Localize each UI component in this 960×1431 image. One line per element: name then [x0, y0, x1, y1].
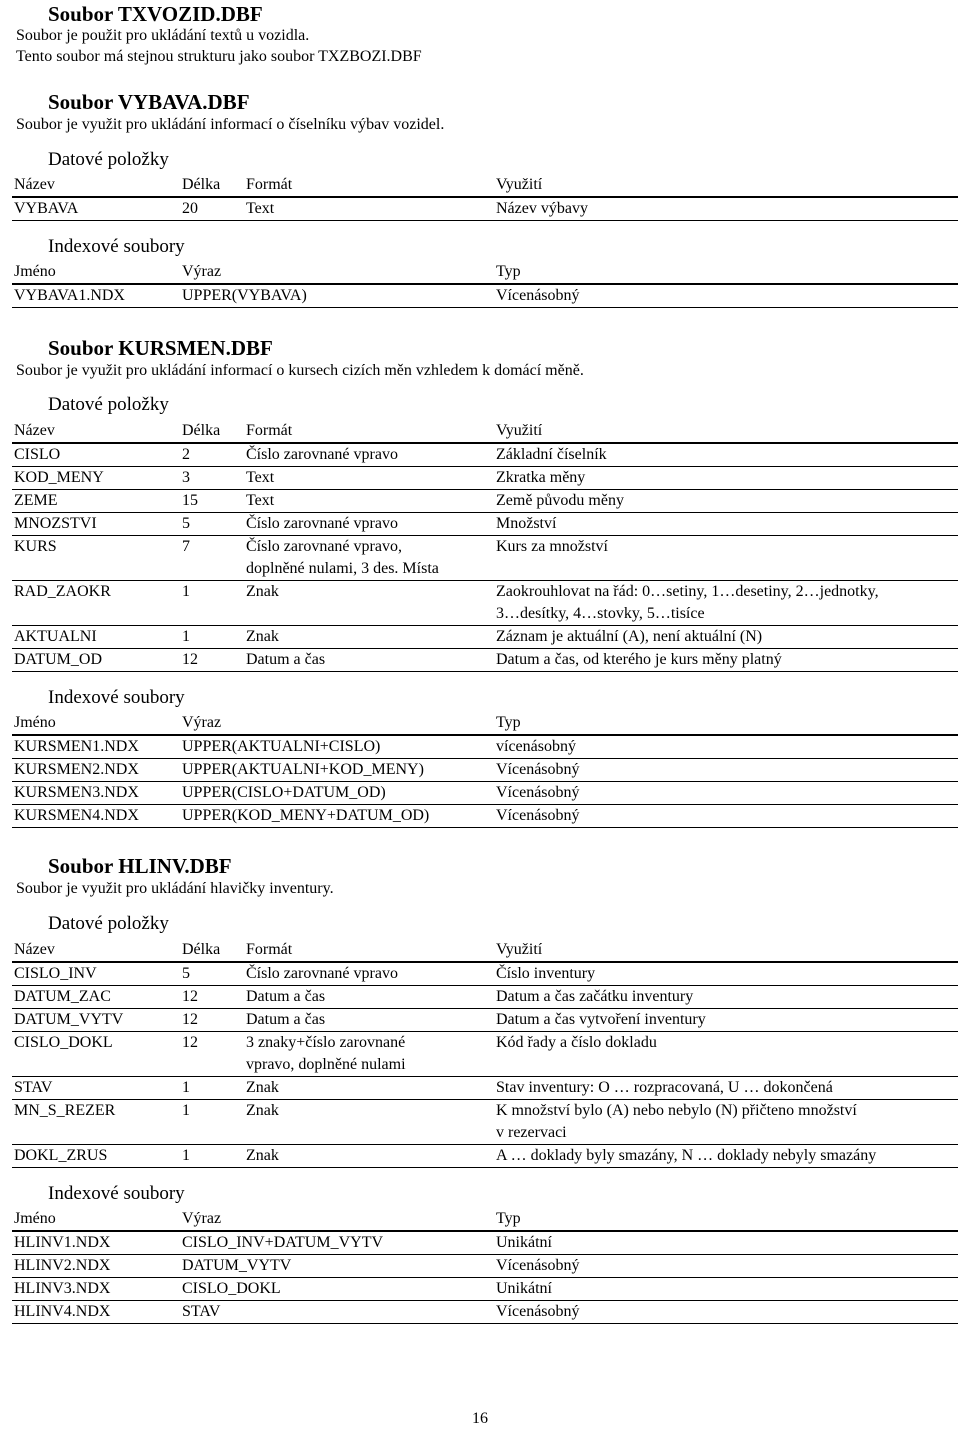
table-row — [12, 1100, 958, 1145]
header-cell: Využití — [494, 939, 958, 962]
header-cell: Název — [12, 939, 180, 962]
cell: UPPER(VYBAVA) — [180, 284, 494, 308]
cell: Text — [244, 197, 494, 221]
table-row — [12, 490, 958, 513]
cell-line: 3 znaky+číslo zarovnané — [246, 1034, 406, 1051]
header-cell: Jméno — [12, 261, 180, 284]
cell-line: Zaokrouhlovat na řád: 0…setiny, 1…desetiny, 2…jednotky, — [496, 583, 879, 600]
cell: HLINV1.NDX — [12, 1231, 180, 1255]
cell: HLINV3.NDX — [12, 1278, 180, 1301]
cell: Znak — [244, 1100, 494, 1145]
cell-line: 3…desítky, 4…stovky, 5…tisíce — [496, 605, 705, 622]
hlinv-data-table — [12, 939, 958, 1168]
cell: HLINV4.NDX — [12, 1301, 180, 1324]
cell: Základní číselník — [494, 443, 958, 467]
header-cell: Jméno — [12, 712, 180, 735]
table-header-row — [12, 712, 958, 735]
cell: 1 — [180, 626, 244, 649]
cell: Unikátní — [494, 1231, 958, 1255]
page-number: 16 — [472, 1410, 488, 1427]
cell: STAV — [12, 1077, 180, 1100]
table-row — [12, 513, 958, 536]
table-row — [12, 759, 958, 782]
cell — [494, 1100, 958, 1145]
cell: UPPER(AKTUALNI+KOD_MENY) — [180, 759, 494, 782]
header-cell: Délka — [180, 420, 244, 443]
table-row — [12, 536, 958, 581]
kursmen-title: Soubor KURSMEN.DBF — [48, 336, 273, 360]
cell: DATUM_ZAC — [12, 986, 180, 1009]
table-row — [12, 1231, 958, 1255]
cell: DATUM_OD — [12, 649, 180, 672]
vybava-data-table — [12, 174, 958, 221]
vybava-index-table — [12, 261, 958, 308]
cell: 1 — [180, 1145, 244, 1168]
table-header-row — [12, 1208, 958, 1231]
table-row — [12, 735, 958, 759]
cell: Znak — [244, 626, 494, 649]
cell: 12 — [180, 986, 244, 1009]
cell: KOD_MENY — [12, 467, 180, 490]
cell — [244, 1032, 494, 1077]
cell: Zkratka měny — [494, 467, 958, 490]
cell-line: vpravo, doplněné nulami — [246, 1056, 406, 1073]
header-cell: Využití — [494, 420, 958, 443]
vybava-title: Soubor VYBAVA.DBF — [48, 90, 250, 114]
header-cell: Formát — [244, 939, 494, 962]
cell: A … doklady byly smazány, N … doklady nebyly smazány — [494, 1145, 958, 1168]
cell — [494, 581, 958, 626]
table-row — [12, 581, 958, 626]
table-row — [12, 649, 958, 672]
cell: DATUM_VYTV — [180, 1255, 494, 1278]
txvozid-line1: Soubor je použit pro ukládání textů u vozidla. — [16, 27, 310, 44]
cell: Číslo inventury — [494, 962, 958, 986]
cell: Kurs za množství — [494, 536, 958, 581]
cell: Číslo zarovnané vpravo — [244, 443, 494, 467]
cell: Znak — [244, 581, 494, 626]
table-row — [12, 1255, 958, 1278]
table-row — [12, 443, 958, 467]
header-cell: Délka — [180, 939, 244, 962]
header-cell: Využití — [494, 174, 958, 197]
table-row — [12, 467, 958, 490]
cell: Datum a čas — [244, 649, 494, 672]
kursmen-data-heading: Datové položky — [48, 394, 169, 415]
cell: Datum a čas, od kterého je kurs měny platný — [494, 649, 958, 672]
cell: Číslo zarovnané vpravo — [244, 962, 494, 986]
header-cell: Délka — [180, 174, 244, 197]
cell: 5 — [180, 962, 244, 986]
cell: 1 — [180, 581, 244, 626]
cell: 7 — [180, 536, 244, 581]
cell: CISLO — [12, 443, 180, 467]
cell: 20 — [180, 197, 244, 221]
cell: AKTUALNI — [12, 626, 180, 649]
cell: DOKL_ZRUS — [12, 1145, 180, 1168]
table-row — [12, 1145, 958, 1168]
cell-line: K množství bylo (A) nebo nebylo (N) přičteno množství — [496, 1102, 857, 1119]
cell: Kód řady a číslo dokladu — [494, 1032, 958, 1077]
header-cell: Název — [12, 420, 180, 443]
header-cell: Typ — [494, 1208, 958, 1231]
txvozid-line2: Tento soubor má stejnou strukturu jako soubor TXZBOZI.DBF — [16, 48, 422, 65]
cell: Záznam je aktuální (A), není aktuální (N) — [494, 626, 958, 649]
cell: Unikátní — [494, 1278, 958, 1301]
cell: VYBAVA1.NDX — [12, 284, 180, 308]
cell: 15 — [180, 490, 244, 513]
table-row — [12, 962, 958, 986]
vybava-desc: Soubor je využit pro ukládání informací o číselníku výbav vozidel. — [16, 116, 445, 133]
cell: UPPER(AKTUALNI+CISLO) — [180, 735, 494, 759]
header-cell: Formát — [244, 420, 494, 443]
table-row — [12, 1032, 958, 1077]
hlinv-index-table — [12, 1208, 958, 1324]
cell: 12 — [180, 1032, 244, 1077]
cell: 1 — [180, 1100, 244, 1145]
header-cell: Výraz — [180, 1208, 494, 1231]
cell: Vícenásobný — [494, 782, 958, 805]
cell: Znak — [244, 1077, 494, 1100]
cell: 1 — [180, 1077, 244, 1100]
cell: Vícenásobný — [494, 759, 958, 782]
cell: 5 — [180, 513, 244, 536]
cell: 2 — [180, 443, 244, 467]
kursmen-index-table — [12, 712, 958, 828]
header-cell: Název — [12, 174, 180, 197]
header-cell: Typ — [494, 712, 958, 735]
cell: Znak — [244, 1145, 494, 1168]
cell-line: v rezervaci — [496, 1124, 567, 1141]
cell: HLINV2.NDX — [12, 1255, 180, 1278]
hlinv-index-heading: Indexové soubory — [48, 1183, 185, 1204]
cell: MNOZSTVI — [12, 513, 180, 536]
cell: Vícenásobný — [494, 284, 958, 308]
kursmen-data-table — [12, 420, 958, 672]
cell: MN_S_REZER — [12, 1100, 180, 1145]
cell: Text — [244, 467, 494, 490]
cell: CISLO_INV — [12, 962, 180, 986]
header-cell: Výraz — [180, 261, 494, 284]
cell: VYBAVA — [12, 197, 180, 221]
cell: KURSMEN1.NDX — [12, 735, 180, 759]
header-cell: Formát — [244, 174, 494, 197]
header-cell: Typ — [494, 261, 958, 284]
table-row — [12, 805, 958, 828]
cell: Datum a čas — [244, 986, 494, 1009]
cell — [244, 536, 494, 581]
table-row — [12, 284, 958, 308]
cell: 12 — [180, 649, 244, 672]
cell: ZEME — [12, 490, 180, 513]
table-row — [12, 986, 958, 1009]
cell: CISLO_DOKL — [180, 1278, 494, 1301]
cell: Vícenásobný — [494, 1255, 958, 1278]
vybava-data-heading: Datové položky — [48, 149, 169, 170]
table-header-row — [12, 420, 958, 443]
cell: Datum a čas — [244, 1009, 494, 1032]
cell: Datum a čas vytvoření inventury — [494, 1009, 958, 1032]
table-header-row — [12, 261, 958, 284]
hlinv-data-heading: Datové položky — [48, 913, 169, 934]
cell: KURSMEN2.NDX — [12, 759, 180, 782]
txvozid-title: Soubor TXVOZID.DBF — [48, 2, 263, 26]
cell: STAV — [180, 1301, 494, 1324]
cell: UPPER(KOD_MENY+DATUM_OD) — [180, 805, 494, 828]
cell: CISLO_DOKL — [12, 1032, 180, 1077]
table-row — [12, 1009, 958, 1032]
table-header-row — [12, 174, 958, 197]
cell: DATUM_VYTV — [12, 1009, 180, 1032]
cell: 3 — [180, 467, 244, 490]
cell: Množství — [494, 513, 958, 536]
table-row — [12, 1301, 958, 1324]
table-row — [12, 782, 958, 805]
cell: Číslo zarovnané vpravo — [244, 513, 494, 536]
cell-line: doplněné nulami, 3 des. Místa — [246, 560, 439, 577]
cell: Země původu měny — [494, 490, 958, 513]
cell: Stav inventury: O … rozpracovaná, U … dokončená — [494, 1077, 958, 1100]
cell: Název výbavy — [494, 197, 958, 221]
header-cell: Jméno — [12, 1208, 180, 1231]
kursmen-desc: Soubor je využit pro ukládání informací o kursech cizích měn vzhledem k domácí měně. — [16, 362, 584, 379]
table-row — [12, 1077, 958, 1100]
cell: KURSMEN3.NDX — [12, 782, 180, 805]
table-row — [12, 197, 958, 221]
cell: 12 — [180, 1009, 244, 1032]
cell: Datum a čas začátku inventury — [494, 986, 958, 1009]
cell: Vícenásobný — [494, 1301, 958, 1324]
vybava-index-heading: Indexové soubory — [48, 236, 185, 257]
cell: Vícenásobný — [494, 805, 958, 828]
cell: vícenásobný — [494, 735, 958, 759]
kursmen-index-heading: Indexové soubory — [48, 687, 185, 708]
cell: Text — [244, 490, 494, 513]
cell: RAD_ZAOKR — [12, 581, 180, 626]
cell-line: Číslo zarovnané vpravo, — [246, 538, 402, 555]
cell: KURS — [12, 536, 180, 581]
table-row — [12, 626, 958, 649]
header-cell: Výraz — [180, 712, 494, 735]
cell: CISLO_INV+DATUM_VYTV — [180, 1231, 494, 1255]
hlinv-desc: Soubor je využit pro ukládání hlavičky inventury. — [16, 880, 334, 897]
cell: KURSMEN4.NDX — [12, 805, 180, 828]
table-header-row — [12, 939, 958, 962]
cell: UPPER(CISLO+DATUM_OD) — [180, 782, 494, 805]
hlinv-title: Soubor HLINV.DBF — [48, 854, 232, 878]
table-row — [12, 1278, 958, 1301]
